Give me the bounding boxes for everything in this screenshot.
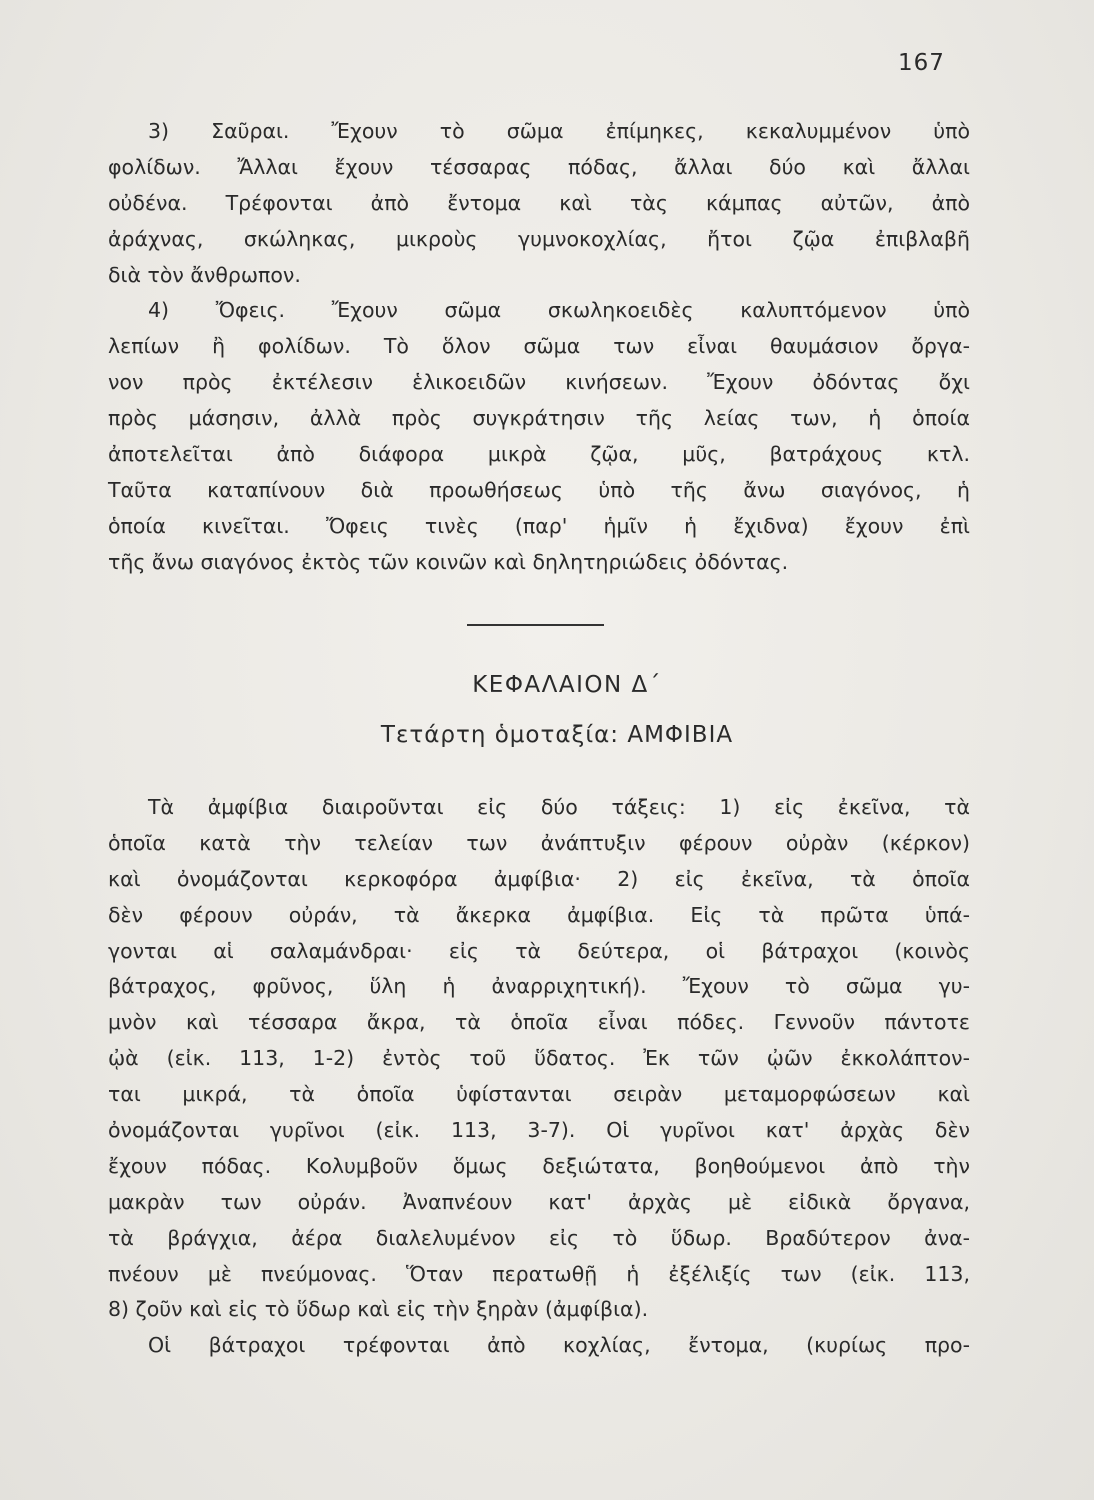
text-line: οὐδένα. Τρέφονται ἀπὸ ἔντομα καὶ τὰς κάμπας αὐτῶν, ἀπὸ	[108, 190, 970, 215]
text-line: Τὰ ἀμφίβια διαιροῦνται εἰς δύο τάξεις: 1) εἰς ἐκεῖνα, τὰ	[148, 795, 970, 819]
text-line: 8) ζοῦν καὶ εἰς τὸ ὕδωρ καὶ εἰς τὴν ξηρὰν (ἀμφίβια).	[108, 1297, 649, 1322]
chapter-title: ΚΕΦΑΛΑΙΟΝ Δ΄	[472, 672, 662, 698]
text-line: τὰ βράγχια, ἀέρα διαλελυμένον εἰς τὸ ὕδωρ. Βραδύτερον ἀνα-	[108, 1225, 970, 1250]
text-line: γονται αἱ σαλαμάνδραι· εἰς τὰ δεύτερα, οἱ βάτραχοι (κοινὸς	[108, 938, 970, 963]
text-line: λεπίων ἢ φολίδων. Τὸ ὅλον σῶμα των εἶναι θαυμάσιον ὄργα-	[108, 334, 970, 359]
text-line: Ταῦτα καταπίνουν διὰ προωθήσεως ὑπὸ τῆς ἄνω σιαγόνος, ἡ	[108, 477, 970, 502]
text-line: ται μικρά, τὰ ὁποῖα ὑφίστανται σειρὰν μεταμορφώσεων καὶ	[108, 1082, 970, 1107]
text-line: 3) Σαῦραι. Ἔχουν τὸ σῶμα ἐπίμηκες, κεκαλυμμένον ὑπὸ	[148, 119, 970, 143]
text-line: Οἱ βάτραχοι τρέφονται ἀπὸ κοχλίας, ἔντομα, (κυρίως προ-	[148, 1333, 970, 1358]
text-line: νον πρὸς ἐκτέλεσιν ἑλικοειδῶν κινήσεων. Ἔχουν ὀδόντας ὄχι	[108, 370, 970, 395]
text-line: ἔχουν πόδας. Κολυμβοῦν ὅμως δεξιώτατα, βοηθούμενοι ἀπὸ τὴν	[108, 1153, 970, 1178]
text-line: 4) Ὄφεις. Ἔχουν σῶμα σκωληκοειδὲς καλυπτόμενον ὑπὸ	[148, 298, 970, 323]
text-line: φολίδων. Ἄλλαι ἔχουν τέσσαρας πόδας, ἄλλαι δύο καὶ ἄλλαι	[108, 154, 970, 179]
text-line: ὁποῖα κατὰ τὴν τελείαν των ἀνάπτυξιν φέρουν οὐρὰν (κέρκον)	[108, 830, 970, 855]
page-number: 167	[898, 50, 945, 76]
text-line: ᾠὰ (εἰκ. 113, 1-2) ἐντὸς τοῦ ὕδατος. Ἐκ τῶν ᾠῶν ἐκκολάπτον-	[108, 1046, 970, 1071]
amphibians-section	[108, 790, 970, 1364]
text-line: ἀποτελεῖται ἀπὸ διάφορα μικρὰ ζῷα, μῦς, βατράχους κτλ.	[108, 442, 970, 467]
text-line: τῆς ἄνω σιαγόνος ἐκτὸς τῶν κοινῶν καὶ δηλητηριώδεις ὀδόντας.	[108, 549, 789, 574]
text-line: βάτραχος, φρῦνος, ὕλη ἡ ἀναρριχητική). Ἔχουν τὸ σῶμα γυ-	[108, 974, 970, 999]
text-line: ὀνομάζονται γυρῖνοι (εἰκ. 113, 3-7). Οἱ γυρῖνοι κατ' ἀρχὰς δὲν	[108, 1118, 970, 1143]
section-divider	[467, 624, 604, 626]
text-line: μνὸν καὶ τέσσαρα ἄκρα, τὰ ὁποῖα εἶναι πόδες. Γεννοῦν πάντοτε	[108, 1010, 970, 1035]
text-line: δὲν φέρουν οὐράν, τὰ ἄκερκα ἀμφίβια. Εἰς τὰ πρῶτα ὑπά-	[108, 902, 970, 927]
text-line: καὶ ὀνομάζονται κερκοφόρα ἀμφίβια· 2) εἰς ἐκεῖνα, τὰ ὁποῖα	[108, 866, 970, 891]
text-line: πρὸς μάσησιν, ἀλλὰ πρὸς συγκράτησιν τῆς λείας των, ἡ ὁποία	[108, 406, 970, 431]
reptiles-section	[108, 114, 970, 581]
chapter-subtitle: Τετάρτη ὁμοταξία: ΑΜΦΙΒΙΑ	[380, 722, 734, 748]
text-line: ὁποία κινεῖται. Ὄφεις τινὲς (παρ' ἡμῖν ἡ ἔχιδνα) ἔχουν ἐπὶ	[108, 513, 970, 538]
text-line: ἀράχνας, σκώληκας, μικροὺς γυμνοκοχλίας, ἤτοι ζῷα ἐπιβλαβῆ	[108, 226, 970, 251]
text-line: πνέουν μὲ πνεύμονας. Ὅταν περατωθῇ ἡ ἐξέλιξίς των (εἰκ. 113,	[108, 1261, 970, 1286]
text-line: διὰ τὸν ἄνθρωπον.	[108, 262, 301, 287]
text-line: μακρὰν των οὐράν. Ἀναπνέουν κατ' ἀρχὰς μὲ εἰδικὰ ὄργανα,	[108, 1189, 970, 1214]
